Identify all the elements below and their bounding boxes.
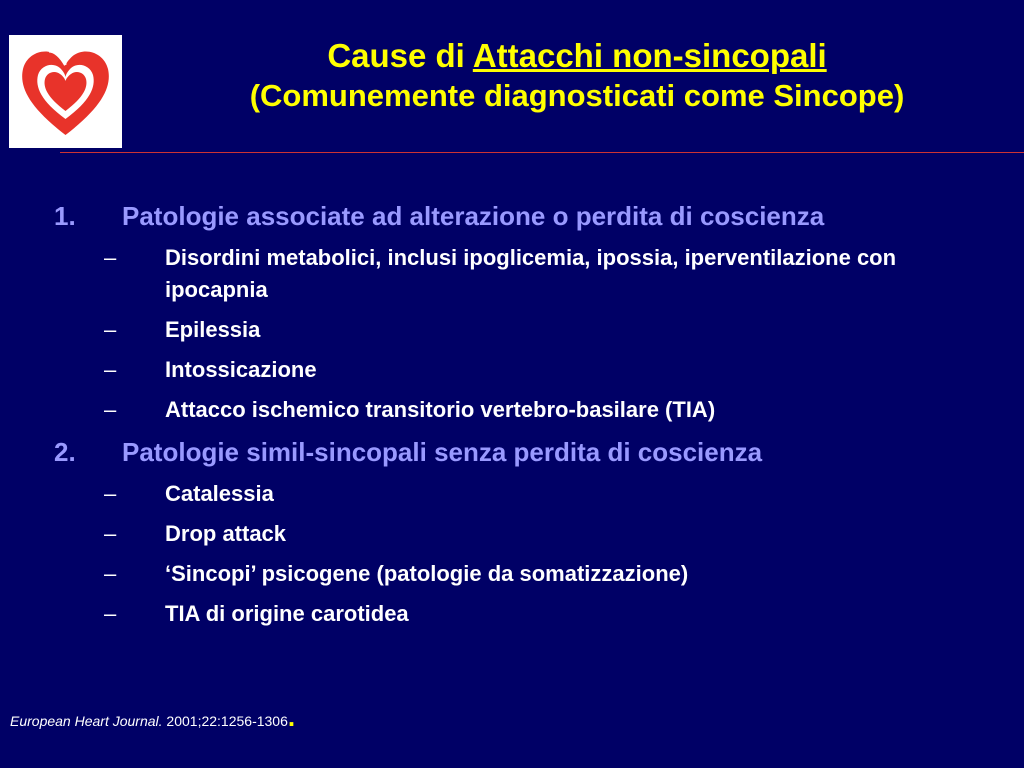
sub-item (104, 242, 925, 306)
sub-item (104, 394, 925, 426)
sub-item-text: Intossicazione (165, 357, 317, 382)
list-item-1 (54, 198, 972, 234)
slide-body (0, 198, 1024, 630)
list-number: 2. (54, 437, 76, 467)
slide-title (130, 36, 1024, 116)
list-item-text: Patologie simil-sincopali senza perdita di coscienza (122, 437, 763, 467)
sub-item-text: Disordini metabolici, inclusi ipoglicemia, ipossia, iperventilazione con ipocapnia (165, 245, 897, 302)
citation-journal: European Heart Journal. (10, 713, 163, 729)
title-line-1 (130, 36, 1024, 76)
dash-bullet: – (104, 357, 117, 382)
logo (9, 35, 122, 148)
sub-item-text: Drop attack (165, 521, 287, 546)
dash-bullet: – (104, 601, 117, 626)
title-underlined: Attacchi non-sincopali (472, 37, 827, 74)
sub-item (104, 558, 925, 590)
dash-bullet: – (104, 317, 117, 342)
dash-bullet: – (104, 245, 117, 270)
dash-bullet: – (104, 397, 117, 422)
list-number: 1. (54, 201, 76, 231)
sub-item-text: Attacco ischemico transitorio vertebro-basilare (TIA) (165, 397, 716, 422)
sub-item-text: ‘Sincopi’ psicogene (patologie da somatizzazione) (165, 561, 689, 586)
title-line-2: (Comunemente diagnosticati come Sincope) (249, 78, 905, 113)
citation-ref: 2001;22:1256-1306 (162, 713, 288, 729)
sub-item-text: TIA di origine carotidea (165, 601, 409, 626)
citation-dot: . (287, 702, 296, 732)
sub-item (104, 354, 925, 386)
sub-item (104, 314, 925, 346)
title-divider (60, 152, 1024, 153)
dash-bullet: – (104, 481, 117, 506)
heart-logo-icon (9, 35, 122, 148)
dash-bullet: – (104, 561, 117, 586)
sub-item (104, 518, 925, 550)
sub-item (104, 598, 925, 630)
sub-item (104, 478, 925, 510)
sub-item-text: Epilessia (165, 317, 261, 342)
title-prefix: Cause di (327, 37, 465, 74)
dash-bullet: – (104, 521, 117, 546)
citation (10, 702, 296, 732)
list-item-2 (54, 434, 972, 470)
list-item-text: Patologie associate ad alterazione o perdita di coscienza (122, 201, 825, 231)
sub-item-text: Catalessia (165, 481, 274, 506)
